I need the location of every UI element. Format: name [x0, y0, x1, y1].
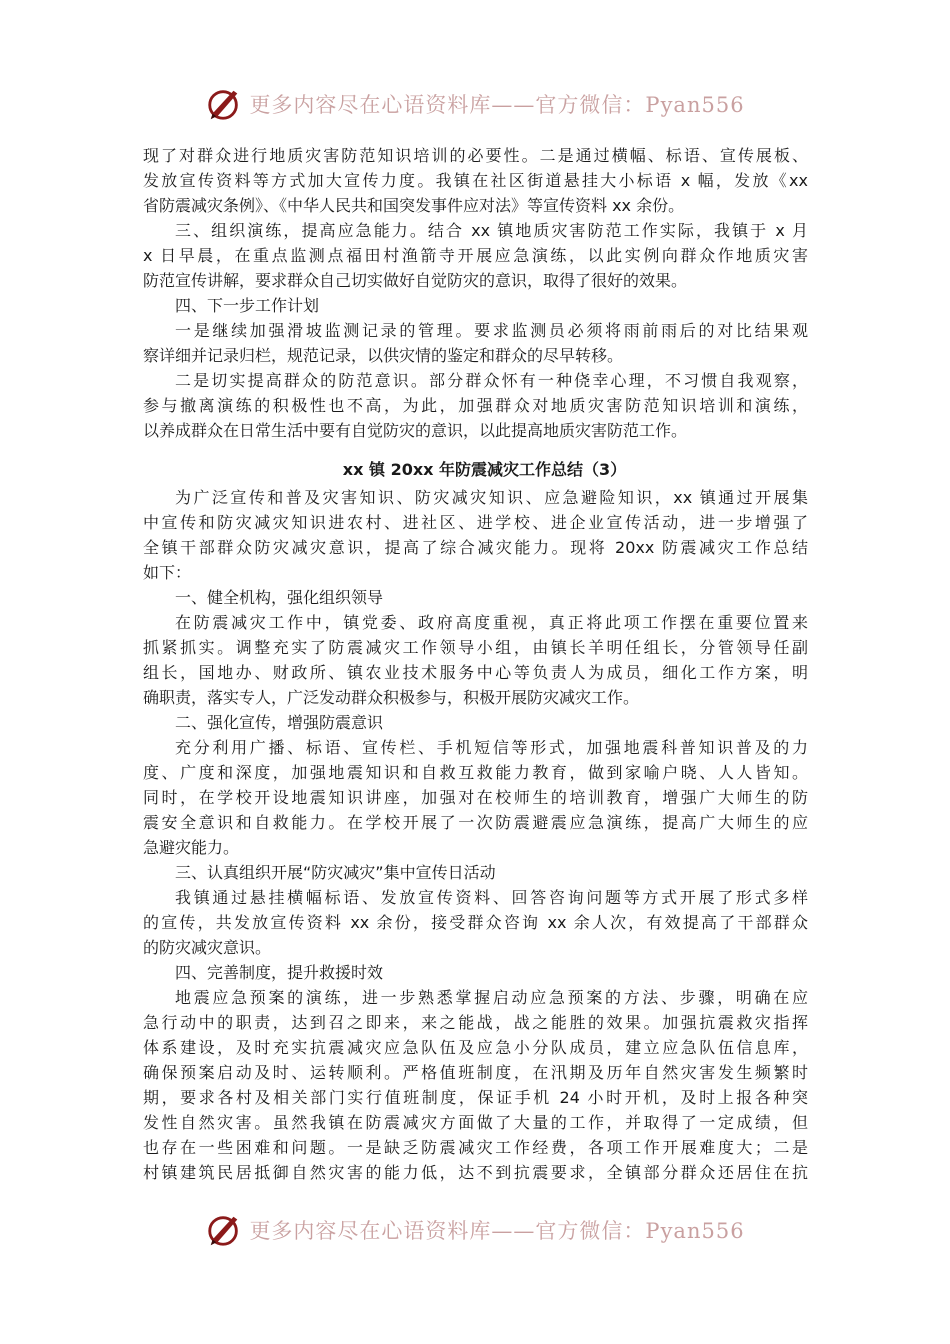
text-line: 在防震减灾工作中，镇党委、政府高度重视，真正将此项工作摆在重要位置来: [175, 613, 808, 632]
text-line: 一、健全机构，强化组织领导: [175, 588, 384, 607]
text-line: 二、强化宣传，增强防震意识: [175, 713, 384, 732]
text-line: 同时，在学校开设地震知识讲座，加强对在校师生的培训教育，增强广大师生的防: [143, 788, 808, 807]
watermark-text: 更多内容尽在心语资料库——官方微信：Pyan556: [249, 93, 745, 117]
text-line: 省防震减灾条例》、《中华人民共和国突发事件应对法》等宣传资料 xx 余份。: [143, 196, 685, 215]
document-body: [143, 143, 808, 1185]
watermark-header: [0, 84, 950, 124]
text-line: 确保预案启动及时、运转顺利。严格值班制度，在汛期及历年自然灾害发生频繁时: [143, 1063, 808, 1082]
text-line: 的宣传，共发放宣传资料 xx 余份，接受群众咨询 xx 余人次，有效提高了干部群众: [143, 913, 808, 932]
text-line: 组长，国地办、财政所、镇农业技术服务中心等负责人为成员，细化工作方案，明: [143, 663, 808, 682]
text-line: 体系建设，及时充实抗震减灾应急队伍及应急小分队成员，建立应急队伍信息库，: [143, 1038, 808, 1057]
text-line: x 日早晨，在重点监测点福田村渔箭寺开展应急演练，以此实例向群众作地质灾害: [143, 246, 808, 265]
text-line: 三、组织演练，提高应急能力。结合 xx 镇地质灾害防范工作实际，我镇于 x 月: [175, 221, 808, 240]
watermark-text: 更多内容尽在心语资料库——官方微信：Pyan556: [249, 1219, 745, 1243]
text-line: 地震应急预案的演练，进一步熟悉掌握启动应急预案的方法、步骤，明确在应: [175, 988, 808, 1007]
text-line: 急行动中的职责，达到召之即来，来之能战，战之能胜的效果。加强抗震救灾指挥: [143, 1013, 808, 1032]
text-line: 二是切实提高群众的防范意识。部分群众怀有一种侥幸心理，不习惯自我观察，: [175, 371, 808, 390]
text-line: 一是继续加强滑坡监测记录的管理。要求监测员必须将雨前雨后的对比结果观: [175, 321, 808, 340]
paragraphs-part2: [143, 485, 808, 1185]
text-line: 急避灾能力。: [143, 838, 240, 857]
text-line: 抓紧抓实。调整充实了防震减灾工作领导小组，由镇长羊明任组长，分管领导任副: [143, 638, 808, 657]
text-line: 发放宣传资料等方式加大宣传力度。我镇在社区街道悬挂大小标语 x 幅，发放《xx: [143, 171, 808, 190]
text-line: 参与撤离演练的积极性也不高，为此，加强群众对地质灾害防范知识培训和演练，: [143, 396, 808, 415]
text-line: 充分利用广播、标语、宣传栏、手机短信等形式，加强地震科普知识普及的力: [175, 738, 808, 757]
text-line: 的防灾减灾意识。: [143, 938, 272, 957]
text-line: 三、认真组织开展“防灾减灾”集中宣传日活动: [175, 863, 496, 882]
text-line: 以养成群众在日常生活中要有自觉防灾的意识，以此提高地质灾害防范工作。: [143, 421, 688, 440]
text-line: 为广泛宣传和普及灾害知识、防灾减灾知识、应急避险知识，xx 镇通过开展集: [175, 488, 808, 507]
text-line: 中宣传和防灾减灾知识进农村、进社区、进学校、进企业宣传活动，进一步增强了: [143, 513, 808, 532]
text-line: 确职责，落实专人，广泛发动群众积极参与，积极开展防灾减灾工作。: [143, 688, 640, 707]
text-line: 四、完善制度，提升救援时效: [175, 963, 384, 982]
text-line: 度、广度和深度，加强地震知识和自救互救能力教育，做到家喻户晓、人人皆知。: [143, 763, 808, 782]
paragraphs-part1: [143, 143, 808, 443]
section-title: xx 镇 20xx 年防震减灾工作总结（3）: [342, 460, 627, 479]
text-line: 如下：: [143, 563, 192, 582]
text-line: 期，要求各村及相关部门实行值班制度，保证手机 24 小时开机，及时上报各种突: [143, 1088, 808, 1107]
pen-in-circle-logo: [205, 1211, 243, 1249]
text-line: 防范宣传讲解，要求群众自己切实做好自觉防灾的意识，取得了很好的效果。: [143, 271, 688, 290]
watermark-footer: [0, 1210, 950, 1250]
text-line: 四、下一步工作计划: [175, 296, 320, 315]
text-line: 我镇通过悬挂横幅标语、发放宣传资料、回答咨询问题等方式开展了形式多样: [175, 888, 808, 907]
text-line: 村镇建筑民居抵御自然灾害的能力低，达不到抗震要求，全镇部分群众还居住在抗: [143, 1163, 808, 1182]
text-line: 现了对群众进行地质灾害防范知识培训的必要性。二是通过横幅、标语、宣传展板、: [143, 146, 808, 165]
text-line: 察详细并记录归栏，规范记录，以供灾情的鉴定和群众的尽早转移。: [143, 346, 624, 365]
text-line: 全镇干部群众防灾减灾意识，提高了综合减灾能力。现将 20xx 防震减灾工作总结: [143, 538, 808, 557]
text-line: 发性自然灾害。虽然我镇在防震减灾方面做了大量的工作，并取得了一定成绩，但: [143, 1113, 808, 1132]
pen-in-circle-logo: [205, 85, 243, 123]
text-line: 震安全意识和自救能力。在学校开展了一次防震避震应急演练，提高广大师生的应: [143, 813, 808, 832]
text-line: 也存在一些困难和问题。一是缺乏防震减灾工作经费，各项工作开展难度大；二是: [143, 1138, 808, 1157]
